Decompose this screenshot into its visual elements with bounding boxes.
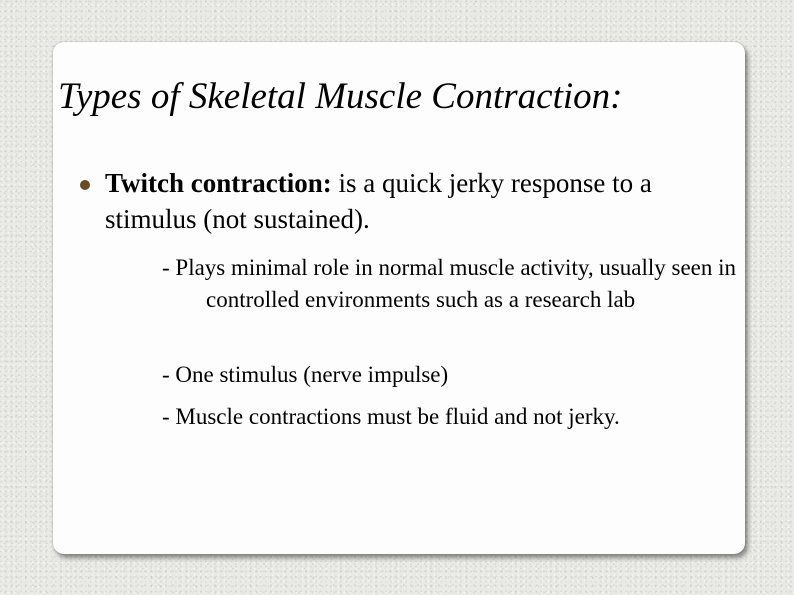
sub-point-fluid: - Muscle contractions must be fluid and not jerky. (162, 404, 620, 429)
sub-point-stimulus: - One stimulus (nerve impulse) (162, 362, 449, 387)
bullet-dot-icon (80, 180, 90, 190)
bullet-text: is a quick jerky response to a stimulus (not sustained). (105, 168, 652, 234)
slide-title: Types of Skeletal Muscle Contraction: (58, 76, 623, 117)
bullet-twitch-contraction (105, 165, 725, 237)
bullet-term: Twitch contraction: (105, 168, 332, 198)
sub-point-role: - Plays minimal role in normal muscle activity, usually seen in controlled environments such as a research lab (162, 255, 737, 312)
